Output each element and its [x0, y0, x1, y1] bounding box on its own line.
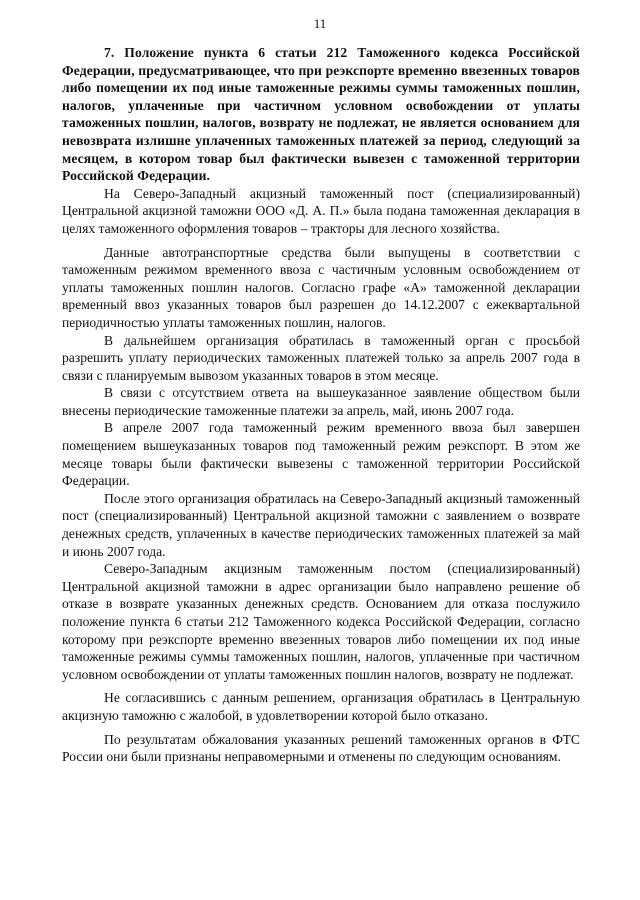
page-number: 11: [313, 16, 327, 31]
paragraph-5: В апреле 2007 года таможенный режим временного ввоза был завершен помещением вышеуказанных товаров под таможенный режим реэкспорт. В этом же месяце товары были фактически вывезены с таможенной территории Российской Федерации.: [62, 420, 580, 489]
paragraph-7: Северо-Западным акцизным таможенным постом (специализированный) Центральной акцизной таможни в адрес организации было направлено решение об отказе в возврате указанных денежных средств. Основанием для отказа послужило положение пункта 6 статьи 212 Таможенного кодекса Российской Федерации, согласно которому при реэкспорте временно ввезенных товаров либо помещении их под иные таможенные режимы суммы таможенных пошлин, налогов, уплаченные при частичном условном освобождении от уплаты таможенных пошлин налогов, возврату не подлежат.: [62, 561, 580, 682]
paragraph-2: Данные автотранспортные средства были выпущены в соответствии с таможенным режимом временного ввоза с частичным условным освобождением от уплаты таможенных пошлин налогов. Согласно графе «А» таможенной декларации временный ввоз указанных товаров был разрешен до 14.12.2007 с ежеквартальной периодичностью уплаты таможенных пошлин, налогов.: [62, 244, 580, 330]
paragraph-9: По результатам обжалования указанных решений таможенных органов в ФТС России они были признаны неправомерными и отменены по следующим основаниям.: [62, 731, 580, 765]
paragraph-1: На Северо-Западный акцизный таможенный пост (специализированный) Центральной акцизной таможни ООО «Д. А. П.» была подана таможенная декларация в целях таможенного оформления товаров – тракторы для лесного хозяйства.: [62, 185, 580, 236]
paragraph-3: В дальнейшем организация обратилась в таможенный орган с просьбой разрешить уплату периодических таможенных платежей только за апрель 2007 года в связи с планируемым вывозом указанных товаров в этом месяце.: [62, 332, 580, 383]
paragraph-8: Не согласившись с данным решением, организация обратилась в Центральную акцизную таможню с жалобой, в удовлетворении которой было отказано.: [62, 690, 580, 723]
paragraph-4: В связи с отсутствием ответа на вышеуказанное заявление обществом были внесены периодические таможенные платежи за апрель, май, июнь 2007 года.: [62, 385, 580, 418]
paragraph-6: После этого организация обратилась на Северо-Западный акцизный таможенный пост (специализированный) Центральной акцизной таможни с заявлением о возврате денежных средств, уплаченных в качестве периодических таможенных платежей за май и июнь 2007 года.: [62, 490, 580, 559]
document-body: [62, 44, 580, 766]
section-heading: 7. Положение пункта 6 статьи 212 Таможенного кодекса Российской Федерации, предусматривающее, что при реэкспорте временно ввезенных товаров либо помещении их под иные таможенные режимы суммы таможенных пошлин, налогов, уплаченные при частичном условном освобождении от уплаты таможенных пошлин, налогов, возврату не подлежат, не является основанием для невозврата излишне уплаченных таможенных платежей за период, следующий за месяцем, в котором товар был фактически вывезен с таможенной территории Российской Федерации.: [62, 45, 580, 184]
